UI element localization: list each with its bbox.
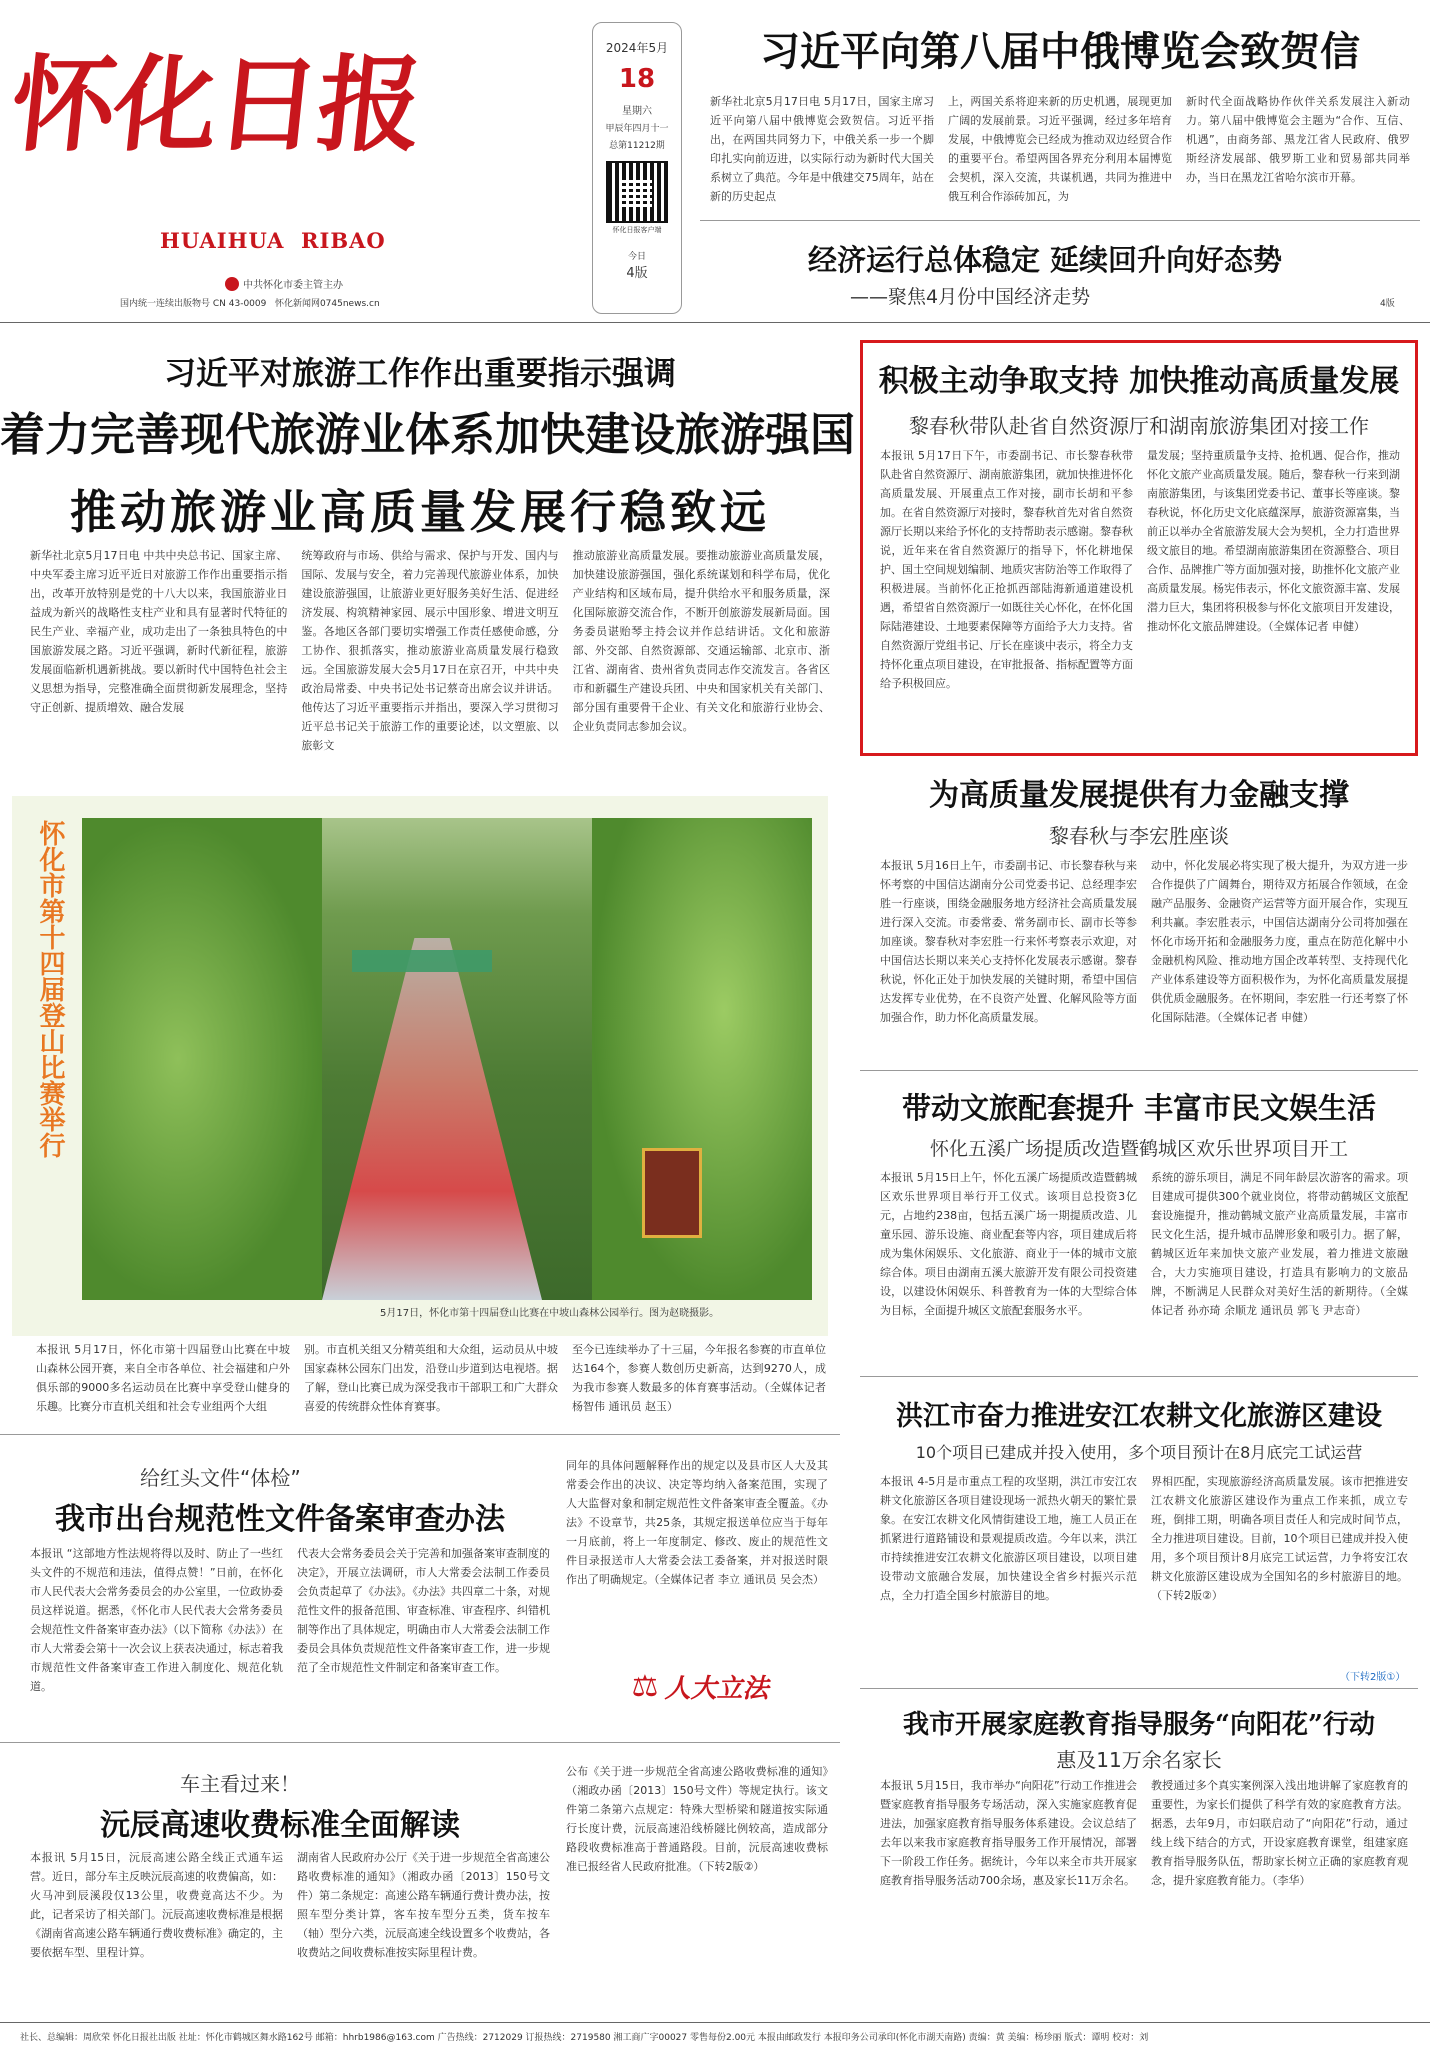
top-headline[interactable]: 习近平向第八届中俄博览会致贺信 [760,28,1360,75]
footer-info: 社长、总编辑：周欣荣 怀化日报社出版 社址：怀化市鹤城区舞水路162号 邮箱：hhrb1986@163.com 广告热线：2712029 订报热线：2719580 湘工商广字00027 零售每份2.00元 本报由邮政发行 本报印务公司承印(怀化市湖天南路) 责编：黄 美编：杨珍丽 版式：谭明 校对：刘 [20,2033,1149,2043]
photo-caption: 5月17日，怀化市第十四届登山比赛在中坡山森林公园举行。图为赵晓摄影。 [380,1308,720,1319]
toll-kicker: 车主看过来！ [180,1772,300,1796]
photo-side-title: 怀化市第十四届登山比赛举行 [35,820,65,1158]
lead-kicker: 习近平对旅游工作作出重要指示强调 [163,354,676,392]
date-day: 18 [618,64,656,94]
lead-body [30,546,830,756]
lunar-date: 甲辰年四月十一 [605,124,669,134]
pages-count: 4版 [626,266,648,281]
filing-col3: 同年的具体问题解释作出的规定以及县市区人大及其常委会作出的决议、决定等均纳入备案范围，实现了人大监督对象和制定规范性文件备案审查全覆盖。《办法》不设章节，共25条，其规定报送单位应当于每年一月底前，将上一年度制定、修改、废止的规范性文件目录报送市人大常委会法工委备案，并对报送时限作出了明确规定。（全媒体记者 李立 通讯员 吴会杰） [566,1459,828,1586]
lead-col2: 统筹政府与市场、供给与需求、保护与开发、国内与国际、发展与安全，着力完善现代旅游业体系，加快建设旅游强国，让旅游业更好服务美好生活、促进经济发展、构筑精神家园、展示中国形象、增进文明互鉴。各地区各部门要切实增强工作责任感使命感，分工协作、狠抓落实，推动旅游业高质量发展行稳致远。全国旅游发展大会5月17日在京召开，中共中央政治局常委、中央书记处书记蔡奇出席会议并讲话。他传达了习近平重要指示并指出，要深入学习贯彻习近平总书记关于旅游工作的重要论述，以文塑旅、以旅彰文 [301,549,559,752]
masthead-logo: 怀化日报 [5,43,427,166]
date-year-month: 2024年5月 [605,41,669,55]
finance-col2: 动中，怀化发展必将实现了极大提升，为双方进一步合作提供了广阔舞台，期待双方拓展合作领域，在金融产品服务、金融资产运营等方面开展合作，实现互利共赢。李宏胜表示，中国信达湖南分公司将加强在怀化市场开拓和金融服务力度，重点在防范化解中小金融机构风险、推动地方国企改革转型、支持现代化产业体系建设等方面积极作为，为怀化高质量发展提供优质金融服务。在怀期间，李宏胜一行还考察了怀化国际陆港。（全媒体记者 申健） [1151,859,1408,1024]
hiking-race-photo[interactable] [82,818,812,1300]
party-emblem-icon [225,277,239,291]
featured-col2: 量发展；坚持重质量争支持、抢机遇、促合作，推动怀化文旅产业高质量发展。随后，黎春秋一行来到湖南旅游集团，与该集团党委书记、董事长等座谈。黎春秋说，怀化历史文化底蕴深厚，旅游资源富集，当前正以举办全省旅游发展大会为契机，全力打造世界级文旅目的地。希望湖南旅游集团在资源整合、项目合作、品牌推广等方面加强对接，助推怀化文旅产业高质量发展。杨宪伟表示，怀化文旅资源丰富、发展潜力巨大，集团将积极参与怀化文旅项目开发建设，推动怀化文旅品牌建设。（全媒体记者 申健） [1147,449,1400,633]
hongjiang-body [880,1472,1408,1666]
family-col1: 本报讯 5月15日，我市举办“向阳花”行动工作推进会暨家庭教育指导服务专场活动，深入实施家庭教育促进法，加强家庭教育指导服务体系建设。会议总结了去年以来我市家庭教育指导服务工作开展情况，部署下一阶段工作任务。据统计，今年以来全市共开展家庭教育指导服务活动700余场，惠及家长11万余名。 [880,1779,1137,1887]
culture-subtitle: 怀化五溪广场提质改造暨鹤城区欢乐世界项目开工 [929,1138,1348,1160]
featured-subtitle: 黎春秋带队赴省自然资源厅和湖南旅游集团对接工作 [909,414,1369,438]
featured-title[interactable]: 积极主动争取支持 加快推动高质量发展 [878,364,1400,399]
family-body [880,1776,1408,2002]
cn-number: 国内统一连续出版物号 CN 43-0009 [120,299,267,309]
family-title[interactable]: 我市开展家庭教育指导服务“向阳花”行动 [903,1710,1375,1740]
sponsor-text: 中共怀化市委主管主办 [243,280,343,291]
economy-page-ref[interactable]: 4版 [1380,299,1395,309]
finance-subtitle: 黎春秋与李宏胜座谈 [1049,824,1229,848]
masthead-sponsor [225,276,343,291]
pages-label: 今日 [627,252,646,262]
hongjiang-title[interactable]: 洪江市奋力推进安江农耕文化旅游区建设 [896,1401,1382,1432]
npc-legislation-badge [600,1658,800,1714]
lead-col3: 推动旅游业高质量发展。要推动旅游业高质量发展，加快建设旅游强国，强化系统谋划和科学布局，优化产业结构和区域布局，提升供给水平和服务质量，深化国际旅游交流合作，不断开创旅游发展新局面。国务委员谌贻琴主持会议并作总结讲话。文化和旅游部、外交部、自然资源部、交通运输部、北京市、浙江省、湖南省、贵州省负责同志作交流发言。各省区市和新疆生产建设兵团、中央和国家机关有关部门、部分国有重要骨干企业、有关文化和旅游行业协会、企业负责同志参加会议。 [572,549,830,733]
photo-article-col3: 至今已连续举办了十三届，今年报名参赛的市直单位达164个，参赛人数创历史新高，达到9270人，成为我市参赛人数最多的体育赛事活动。（全媒体记者 杨智伟 通讯员 赵玉） [572,1343,826,1413]
culture-body [880,1168,1408,1364]
culture-title[interactable]: 带动文旅配套提升 丰富市民文娱生活 [901,1091,1377,1125]
toll-col1: 本报讯 5月15日，沅辰高速公路全线正式通车运营。近日，部分车主反映沅辰高速的收费偏高，如：火马冲到辰溪段仅13公里，收费竟高达不少。为此，记者采访了相关部门。沅辰高速收费标准是根据《湖南省高速公路车辆通行费收费标准》确定的，主要依据车型、里程计算。 [30,1851,283,1959]
hongjiang-jump[interactable]: （下转2版①） [1340,1672,1406,1683]
filing-col1: 本报讯 “这部地方性法规将得以及时、防止了一些红头文件的不规范和违法，值得点赞！”日前，在怀化市人民代表大会常务委员会的办公室里，一位政协委员这样说道。据悉，《怀化市人民代表大会常务委员会规范性文件备案审查办法》（以下简称《办法》）在市人大常委会第十一次会议上获表决通过，标志着我市规范性文件备案审查工作进入制度化、规范化轨道。 [30,1547,283,1693]
hongjiang-subtitle: 10个项目已建成并投入使用，多个项目预计在8月底完工试运营 [915,1443,1363,1462]
toll-col2: 湖南省人民政府办公厅《关于进一步规范全省高速公路收费标准的通知》（湘政办函〔2013〕150号文件）第二条规定：高速公路车辆通行费计费办法，按照车型分类计算，客车按车型分五类，货车按车（轴）型分六类，沅辰高速全线设置多个收费站，各收费站之间收费标准按实际里程计费。 [297,1851,550,1959]
culture-col1: 本报讯 5月15日上午，怀化五溪广场提质改造暨鹤城区欢乐世界项目举行开工仪式。该项目总投资3亿元，占地约238亩，包括五溪广场一期提质改造、儿童乐园、游乐设施、商业配套等内容，项目建成后将成为集休闲娱乐、文化旅游、商业于一体的城市文旅综合体。项目由湖南五溪大旅游开发有限公司投资建设，以建设休闲娱乐、科普教育为一体的大型综合体为目标，全面提升城区文旅配套服务水平。 [880,1171,1137,1317]
masthead-pinyin: HUAIHUA RIBAO [160,228,386,253]
economy-title[interactable]: 经济运行总体稳定 延续回升向好态势 [807,243,1283,277]
top-article-col1: 新华社北京5月17日电 5月17日，国家主席习近平向第八届中俄博览会致贺信。习近平指出，在两国共同努力下，中俄关系一步一个脚印扎实向前迈进，以实际行动为新时代大国关系树立了典范。今年是中俄建交75周年，站在新的历史起点 [710,95,934,203]
qr-caption: 怀化日报客户端 [612,226,662,234]
culture-col2: 系统的游乐项目，满足不同年龄层次游客的需求。项目建成可提供300个就业岗位，将带动鹤城区文旅配套设施提升，推动鹤城文旅产业高质量发展，丰富市民文化生活，提升城市品牌形象和吸引力。据了解，鹤城区近年来加快文旅产业发展，着力推进文旅融合，大力实施项目建设，打造具有影响力的文旅品牌，不断满足人民群众对美好生活的新期待。（全媒体记者 孙亦琦 余顺龙 通讯员 郭飞 尹志奇） [1151,1171,1408,1317]
npc-badge-text: 人大立法 [664,1673,769,1704]
website: 怀化新闻网0745news.cn [274,299,380,309]
family-subtitle: 惠及11万余名家长 [1056,1748,1222,1772]
toll-title[interactable]: 沅辰高速收费标准全面解读 [100,1808,460,1843]
featured-col1: 本报讯 5月17日下午，市委副书记、市长黎春秋带队赴省自然资源厅、湖南旅游集团，就加快推进怀化高质量发展、开展重点工作对接，副市长胡和平参加。在省自然资源厅对接时，黎春秋首先对省自然资源厅长期以来给予怀化的支持帮助表示感谢。黎春秋说，近年来在省自然资源厅的指导下，怀化耕地保护、国土空间规划编制、地质灾害防治等工作取得了积极进展。当前怀化正抢抓西部陆海新通道建设机遇，希望省自然资源厅一如既往关心怀化，在怀化国际陆港建设、土地要素保障等方面给予大力支持。省自然资源厅党组书记、厅长在座谈中表示，将全力支持怀化重点项目建设，在审批报备、指标配置等方面给予积极回应。 [880,449,1133,690]
qr-code[interactable] [606,161,668,223]
top-article-body [710,92,1410,204]
filing-kicker: 给红头文件“体检” [140,1466,301,1490]
scales-icon: ⚖ [631,1668,659,1704]
filing-col2: 代表大会常务委员会关于完善和加强备案审查制度的决定》，开展立法调研，市人大常委会法制工作委员会负责起草了《办法》。《办法》共四章二十条，对规范性文件的报备范围、审查标准、审查程序、纠错机制等作出了具体规定，明确由市人大常委会法制工作委员会具体负责规范性文件备案审查工作，进一步规范了全市规范性文件制定和备案审查工作。 [297,1547,550,1674]
toll-col3: 公布《关于进一步规范全省高速公路收费标准的通知》（湘政办函〔2013〕150号文件）等规定执行。该文件第二条第六点规定：特殊大型桥梁和隧道按实际通行长度计费，沅辰高速沿线桥隧比例较高，造成部分路段收费标准高于普通路段。目前，沅辰高速收费标准已报经省人民政府批准。（下转2版②） [566,1765,828,1873]
hongjiang-col1: 本报讯 4-5月是市重点工程的攻坚期，洪江市安江农耕文化旅游区各项目建设现场一派热火朝天的繁忙景象。在安江农耕文化风情街建设工地，施工人员正在抓紧进行道路铺设和景观提质改造。今年以来，洪江市持续推进安江农耕文化旅游区项目建设，以项目建设带动文旅融合发展，加快建设全省乡村振兴示范点，全力打造全国乡村旅游目的地。 [880,1475,1137,1602]
hongjiang-col2: 界相匹配，实现旅游经济高质量发展。该市把推进安江农耕文化旅游区建设作为重点工作来抓，成立专班，倒排工期，明确各项目责任人和完成时间节点，全力推进项目建设。目前，10个项目已建成并投入使用，多个项目预计8月底完工试运营，力争将安江农耕文化旅游区建设成为全国知名的乡村旅游目的地。（下转2版②） [1151,1475,1408,1602]
finance-col1: 本报讯 5月16日上午，市委副书记、市长黎春秋与来怀考察的中国信达湖南分公司党委书记、总经理李宏胜一行座谈，围绕金融服务地方经济社会高质量发展进行深入交流。市委常委、常务副市长、副市长等参加座谈。黎春秋对李宏胜一行来怀考察表示欢迎，对中国信达长期以来关心支持怀化发展表示感谢。黎春秋说，怀化正处于加快发展的关键时期，希望中国信达发挥专业优势，在不良资产处置、化解风险等方面加强合作，助力怀化高质量发展。 [880,859,1137,1024]
weekday: 星期六 [622,106,652,117]
featured-body [880,446,1400,740]
lead-title-line1[interactable]: 着力完善现代旅游业体系加快建设旅游强国 [0,408,856,461]
photo-article-col2: 别。市直机关组又分精英组和大众组，运动员从中坡国家森林公园东门出发，沿登山步道到达电视塔。据了解，登山比赛已成为深受我市干部职工和广大群众喜爱的传统群众性体育赛事。 [304,1343,558,1413]
date-box [592,22,682,314]
toll-body-left [30,1848,550,2012]
masthead-cn [120,296,380,309]
lead-col1: 新华社北京5月17日电 中共中央总书记、国家主席、中央军委主席习近平近日对旅游工作作出重要指示指出，改革开放特别是党的十八大以来，我国旅游业日益成为新兴的战略性支柱产业和具有显著时代特征的民生产业、幸福产业，成功走出了一条独具特色的中国旅游发展之路。习近平强调，新时代新征程，旅游发展面临新机遇新挑战。要以新时代中国特色社会主义思想为指导，完整准确全面贯彻新发展理念，坚持守正创新、提质增效、融合发展 [30,549,288,714]
photo-article-col1: 本报讯 5月17日，怀化市第十四届登山比赛在中坡山森林公园开赛，来自全市各单位、社会福建和户外俱乐部的9000多名运动员在比赛中享受登山健身的乐趣。比赛分市直机关组和社会专业组两个大组 [36,1343,290,1413]
lead-title-line2[interactable]: 推动旅游业高质量发展行稳致远 [70,485,770,539]
finance-title[interactable]: 为高质量发展提供有力金融支撑 [929,778,1349,813]
top-article-col3: 新时代全面战略协作伙伴关系发展注入新动力。第八届中俄博览会主题为“合作、互信、机遇”，由商务部、黑龙江省人民政府、俄罗斯经济发展部、俄罗斯工业和贸易部共同举办，当日在黑龙江省哈尔滨市开幕。 [1186,95,1410,184]
finance-body [880,856,1408,1054]
photo-article-body [36,1340,826,1416]
family-col2: 教授通过多个真实案例深入浅出地讲解了家庭教育的重要性，为家长们提供了科学有效的家庭教育方法。据悉，去年9月，市妇联启动了“向阳花”行动，通过线上线下结合的方式，开设家庭教育课堂，组建家庭教育指导服务队伍，帮助家长树立正确的家庭教育观念，提升家庭教育能力。（李华） [1151,1779,1408,1887]
filing-body-left [30,1544,550,1724]
filing-title[interactable]: 我市出台规范性文件备案审查办法 [55,1502,505,1537]
issue-number: 总第11212期 [609,141,665,151]
top-article-col2: 上，两国关系将迎来新的历史机遇，展现更加广阔的发展前景。习近平强调，经过多年培育发展，中俄博览会已经成为推动双边经贸合作的重要平台。希望两国各界充分利用本届博览会契机，深入交流，共谋机遇，共同为推进中俄互利合作添砖加瓦，为 [948,95,1172,203]
economy-subtitle: ——聚焦4月份中国经济走势 [850,286,1091,308]
